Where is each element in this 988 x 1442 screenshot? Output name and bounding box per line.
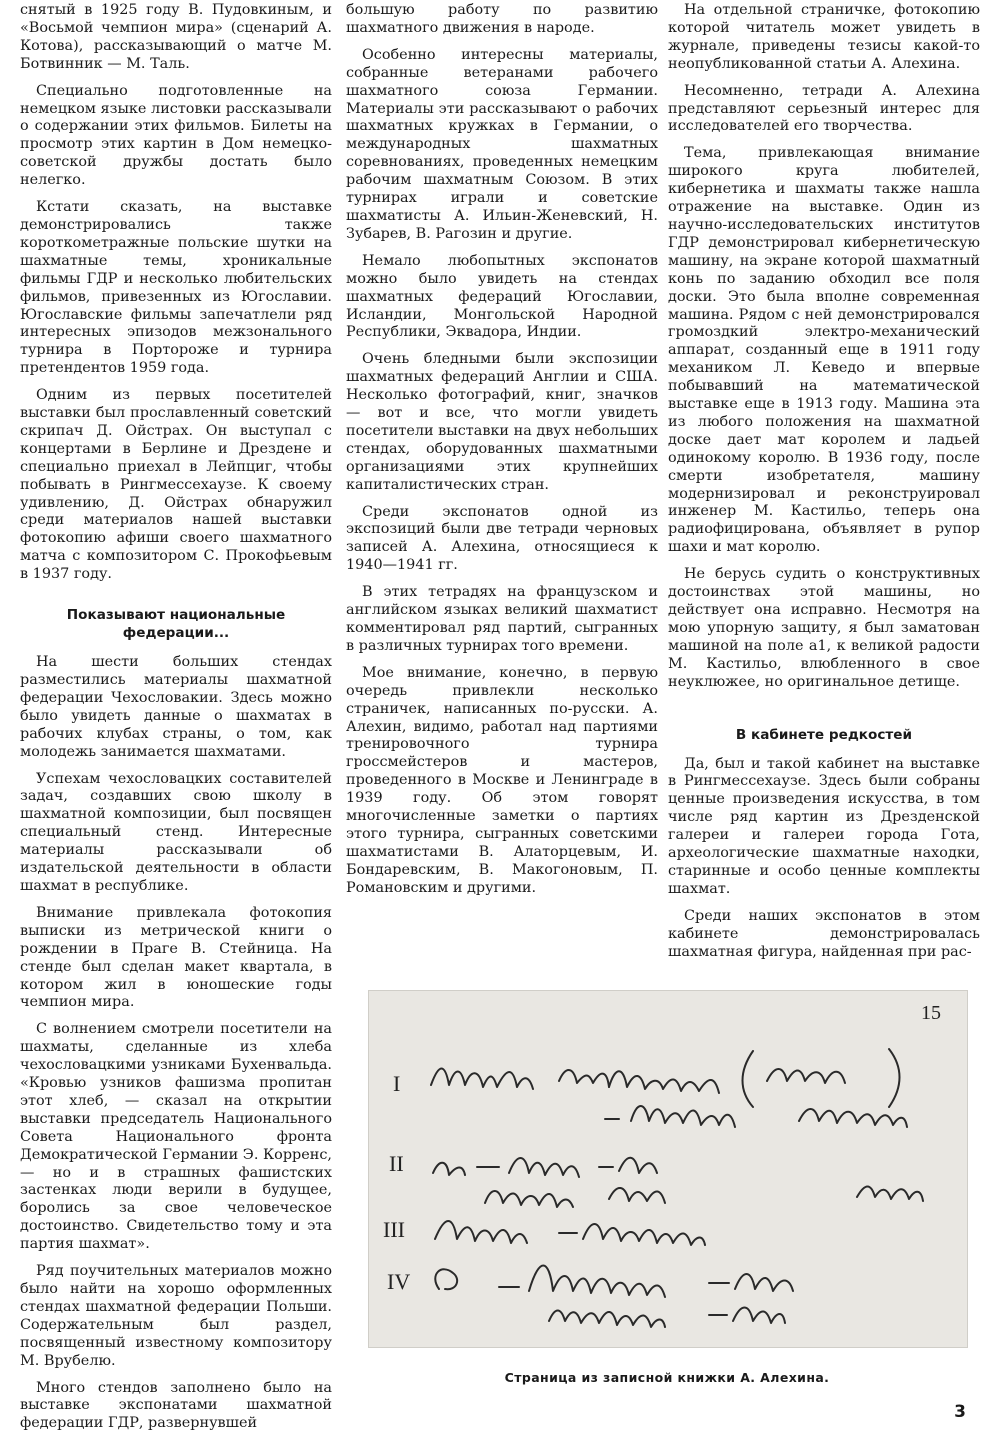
handwritten-lines <box>431 1049 923 1327</box>
paragraph: Успехам чехословацких составителей задач, создавших свою школу в шахматной композиции, был посвящен специальный стенд. Интересные материалы рассказывали об издательской деятельности в области шахмат в республике. <box>20 770 332 894</box>
paragraph: Много стендов заполнено было на выставке экспонатами шахматной федерации ГДР, развернувшей <box>20 1379 332 1432</box>
roman-numeral: II <box>389 1151 404 1176</box>
paragraph: Ряд поучительных материалов можно было найти на хорошо оформленных стендах шахматной федерации Польши. Содержательным был раздел, посвященный известному композитору М. Врубелю. <box>20 1263 332 1369</box>
column-right <box>668 2 980 971</box>
handwriting-image <box>369 991 967 1347</box>
notebook-page-number: 15 <box>921 1002 941 1024</box>
roman-numeral: I <box>393 1071 401 1096</box>
paragraph: Очень бледными были экспозиции шахматных федераций Англии и США. Несколько фотографий, книг, значков — вот и все, что могли увидеть посетители выставки на двух небольших стендах, оборудованных шахматными организациями этих крупнейших капиталистических стран. <box>346 351 658 493</box>
paragraph: большую работу по развитию шахматного движения в народе. <box>346 2 658 36</box>
paragraph: Особенно интересны материалы, собранные ветеранами рабочего шахматного союза Германии. Материалы эти рассказывают о рабочих шахматных кружках в Германии, о международных шахматных соревнованиях, проведенных немецким рабочим шахматным Союзом. В этих турнирах играли и советские шахматисты А. Ильин-Женевский, Н. Зубарев, В. Рагозин и другие. <box>346 46 658 242</box>
page-number: 3 <box>954 1402 966 1422</box>
paragraph: Одним из первых посетителей выставки был прославленный советский скрипач Д. Ойстрах. Он выступал с концертами в Берлине и Дрездене и специально приехал в Лейпциг, чтобы побывать в Рингмессехаузе. К своему удивлению, Д. Ойстрах обнаружил среди материалов нашей выставки фотокопию афиши своего шахматного матча с композитором С. Прокофьевым в 1937 году. <box>20 387 332 583</box>
roman-numeral: IV <box>387 1269 411 1294</box>
paragraph: Внимание привлекала фотокопия выписки из метрической книги о рождении в Праге В. Стейница. На стенде был сделан макет квартала, в котором жил в юношеские годы чемпион мира. <box>20 904 332 1011</box>
figure-caption: Страница из записной книжки А. Алехина. <box>504 1370 830 1385</box>
paragraph: Да, был и такой кабинет на выставке в Рингмессехаузе. Здесь были собраны ценные произведения искусства, в том числе ряд картин из Дрезденской галереи и галереи города Гота, археологические шахматные находки, старинные и особо ценные комплекты шахмат. <box>668 755 980 897</box>
roman-numeral: III <box>383 1217 405 1242</box>
paragraph: Кстати сказать, на выставке демонстрировались также короткометражные польские шутки на шахматные темы, хроникальные фильмы ГДР и несколько любительских фильмов, привезенных из Югославии. Югославские фильмы запечатлели ряд интересных эпизодов межзонального турнира в Портороже и турнира претендентов 1959 года. <box>20 199 332 377</box>
paragraph: С волнением смотрели посетители на шахматы, сделанные из хлеба чехословацкими узниками Бухенвальда. «Кровью узников фашизма пропитан этот хлеб, — сказал на открытии выставки председатель Национального Совета Национального фронта Демократической Германии Э. Корренс, — но и в страшных фашистских застенках люди верили в будущее, боролись за свое человеческое достоинство. Свидетельство тому и эта партия шахмат». <box>20 1021 332 1253</box>
paragraph: На отдельной страничке, фотокопию которой читатель может увидеть в журнале, приведены тезисы какой-то неопубликованной статьи А. Алехина. <box>668 2 980 72</box>
paragraph: На шести больших стендах разместились материалы шахматной федерации Чехословакии. Здесь можно было увидеть данные о шахматах в рабочих клубах страны, о том, как молодежь занимается шахматами. <box>20 654 332 760</box>
paragraph: Не берусь судить о конструктивных достоинствах этой машины, но действует она исправно. Несмотря на мою упорную защиту, я был заматован машиной на поле а1, к великой радости М. Кастильо, влюбленного в свое неуклюжее, но оригинальное детище. <box>668 566 980 690</box>
section-heading-national-federations: Показывают национальные федерации... <box>66 607 286 642</box>
paragraph: Несомненно, тетради А. Алехина представляют серьезный интерес для исследователей его творчества. <box>668 82 980 135</box>
paragraph: Среди экспонатов одной из экспозиций были две тетради черновых записей А. Алехина, относящиеся к 1940—1941 гг. <box>346 503 658 574</box>
column-middle <box>346 2 658 907</box>
column-left <box>20 2 332 1442</box>
notebook-photocopy <box>368 990 968 1348</box>
paragraph: Немало любопытных экспонатов можно было увидеть на стендах шахматных федераций Югославии, Исландии, Монгольской Народной Республики, Эквадора, Индии. <box>346 252 658 341</box>
paragraph: Среди наших экспонатов в этом кабинете демонстрировалась шахматная фигура, найденная при рас- <box>668 907 980 960</box>
paragraph: Тема, привлекающая внимание широкого круга любителей, кибернетика и шахматы также нашла отражение на выставке. Один из научно-исследовательских институтов ГДР демонстрировал кибернетическую машину, на экране которой шахматный конь по заданию обходил все поля доски. Это была вполне современная машина. Рядом с ней демонстрировался громоздкий электро-механический аппарат, созданный еще в 1911 году механиком Л. Кеведо и впервые побывавший на математической выставке еще в 1913 году. Машина эта из любого положения на шахматной доске дает мат королем и ладьей одинокому королю. В 1936 году, после смерти изобретателя, машину модернизировал и реконструировал инженер М. Кастильо, теперь она радиофицирована, объявляет в рупор шахи и мат королю. <box>668 145 980 556</box>
paragraph: Специально подготовленные на немецком языке листовки рассказывали о содержании этих фильмов. Билеты на просмотр этих картин в Дом немецко-советской дружбы достать было нелегко. <box>20 82 332 189</box>
section-heading-rarities-cabinet: В кабинете редкостей <box>735 726 913 743</box>
paragraph: снятый в 1925 году В. Пудовкиным, и «Восьмой чемпион мира» (сценарий А. Котова), рассказывающий о матче М. Ботвинник — М. Таль. <box>20 2 332 72</box>
paragraph: В этих тетрадях на французском и английском языках великий шахматист комментировал ряд партий, сыгранных в различных турнирах того времени. <box>346 584 658 654</box>
paragraph: Мое внимание, конечно, в первую очередь привлекли несколько страничек, написанных по-русски. А. Алехин, видимо, работал над партиями тренировочного турнира гроссмейстеров и мастеров, проведенного в Москве и Ленинграде в 1939 году. Об этом говорят многочисленные заметки о партиях этого турнира, сыгранных советскими шахматистами В. Алаторцевым, И. Бондаревским, В. Макогоновым, П. Романовским и другими. <box>346 664 658 896</box>
